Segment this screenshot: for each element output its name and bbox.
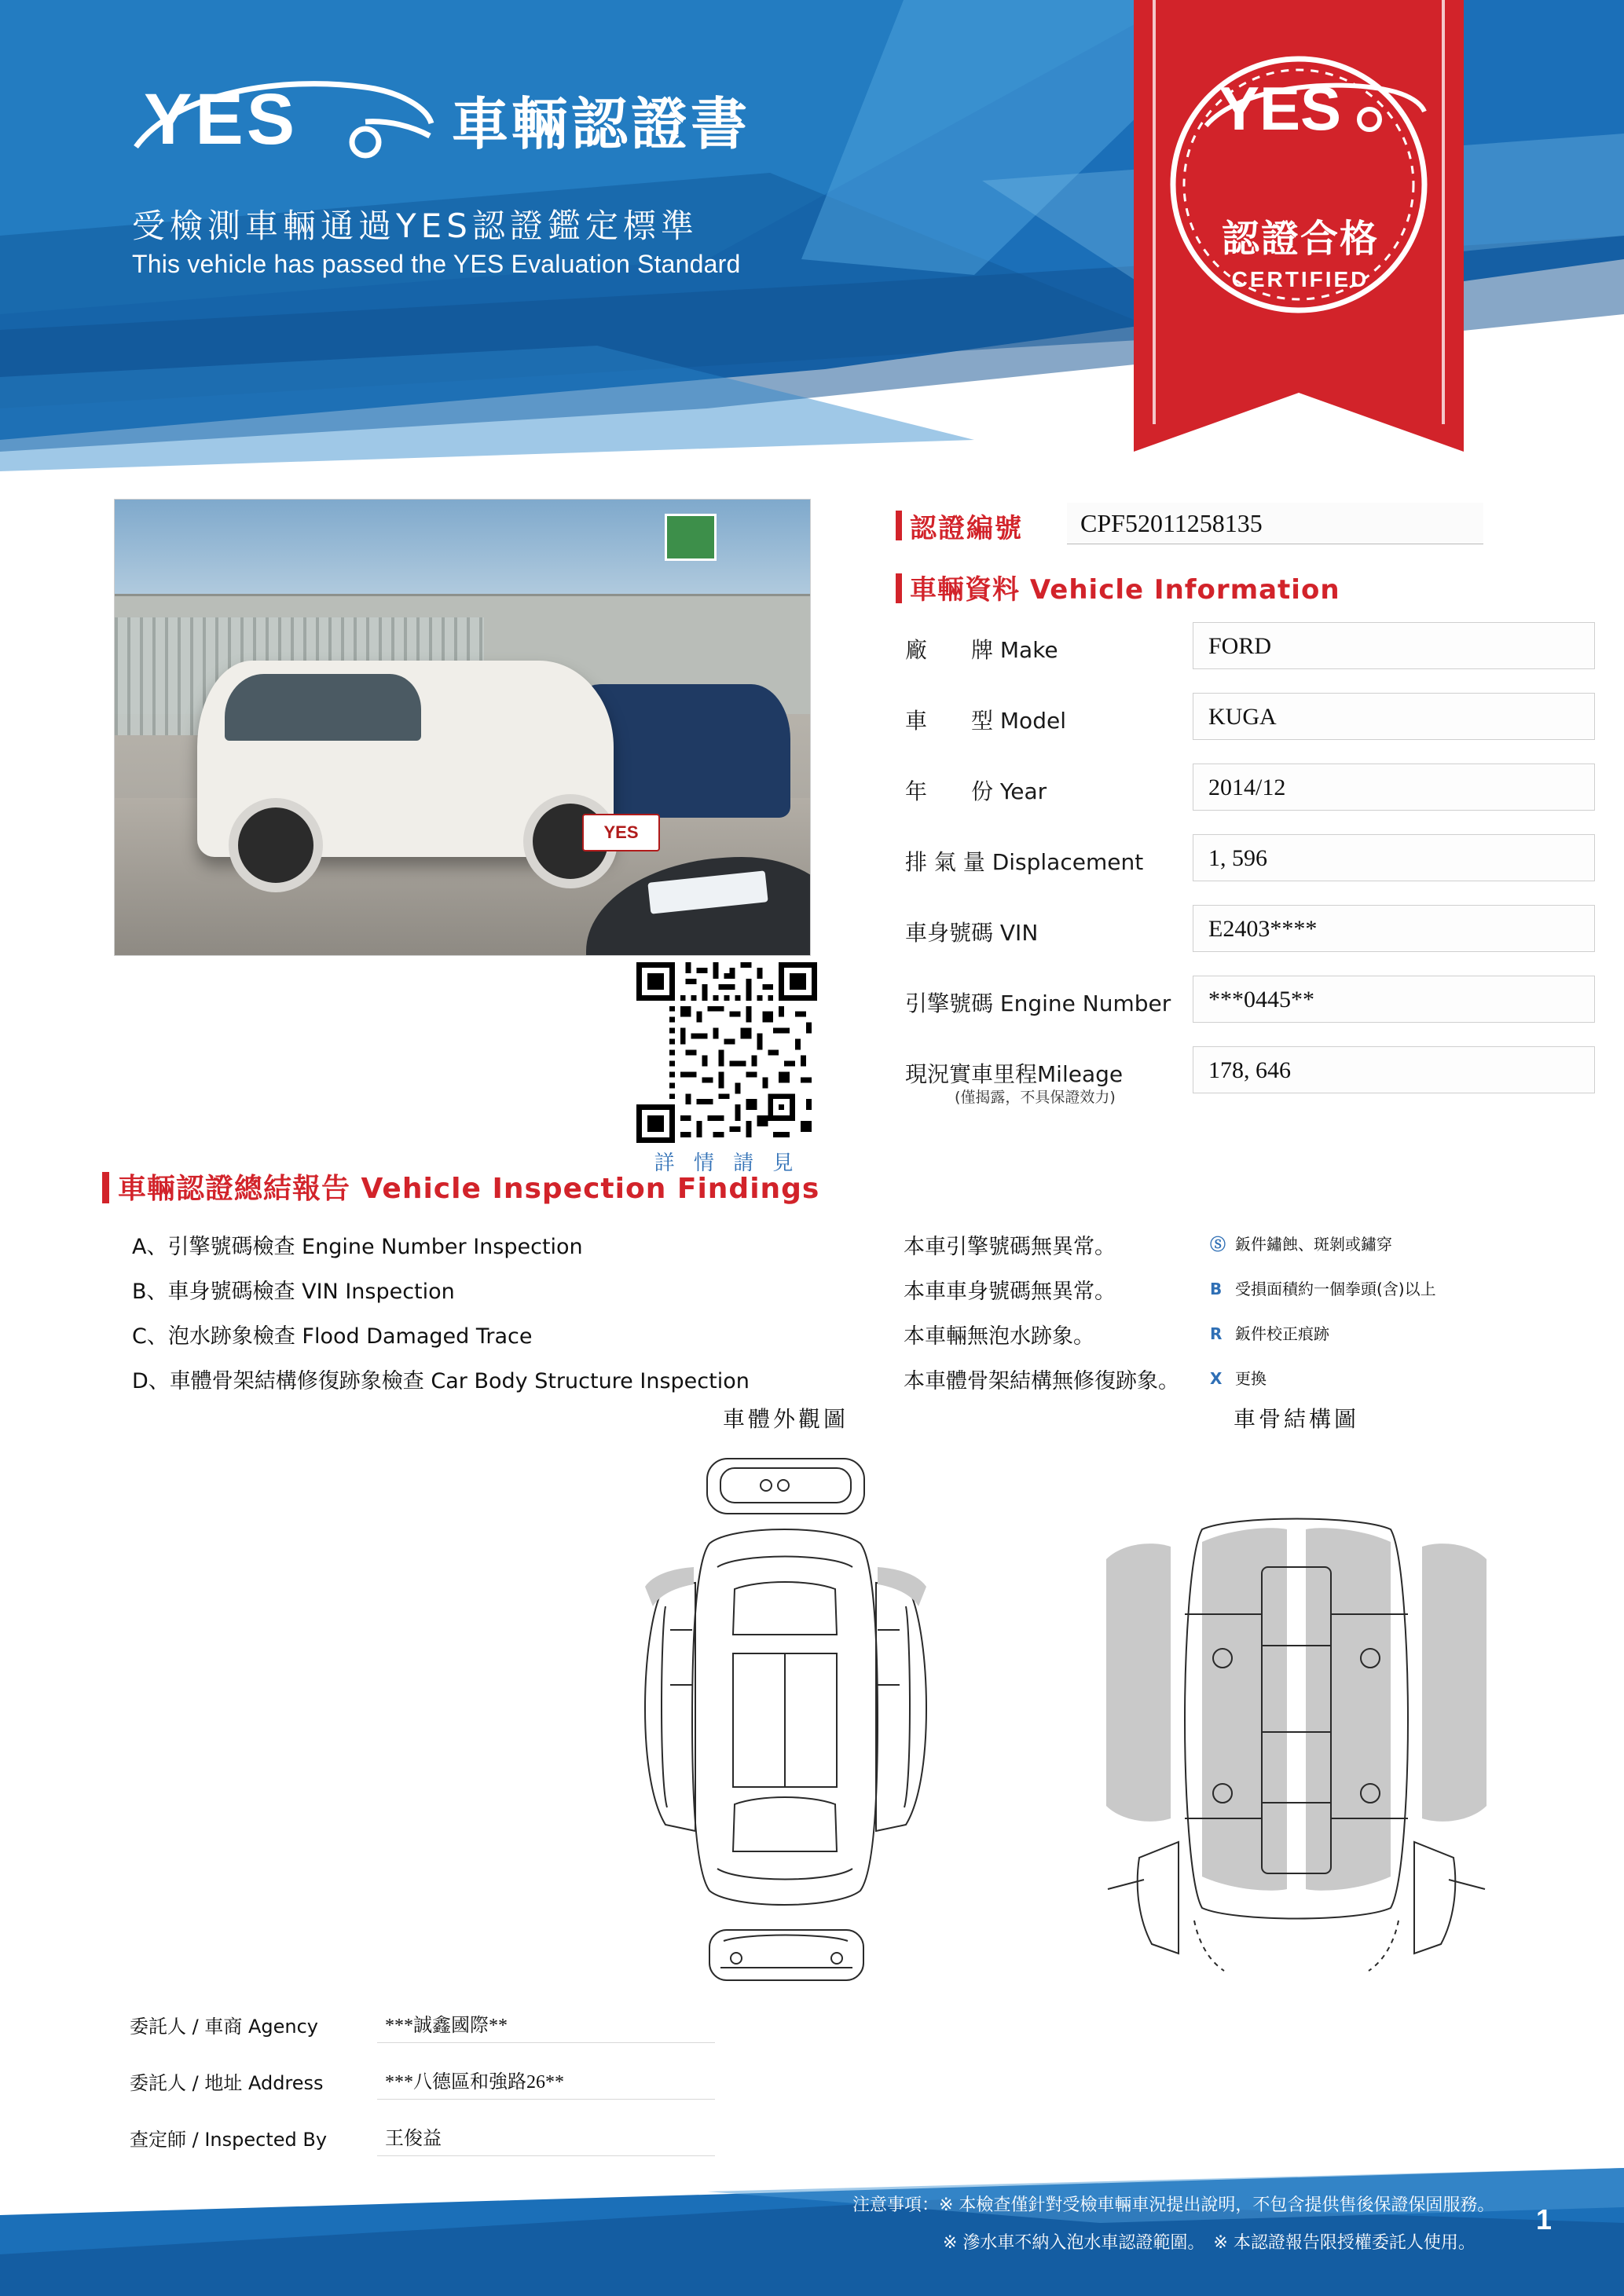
info-row-model [896,691,1483,753]
diagram-label-exterior: 車體外觀圖 [723,1406,849,1432]
legend-item-r [1210,1321,1329,1344]
finding-result-c: 本車輛無泡水跡象。 [904,1324,1094,1349]
vehicle-photo [114,499,811,956]
vehicle-info-accent-bar [896,573,902,603]
finding-result-b: 本車車身號碼無異常。 [904,1280,1116,1304]
info-row-vin [896,903,1483,965]
info-value-displacement: 1, 596 [1208,845,1267,871]
finding-item-a: A、引擎號碼檢查 Engine Number Inspection [132,1235,583,1259]
legend-symbol-b: B [1210,1280,1223,1298]
legend-symbol-s: Ⓢ [1210,1235,1226,1254]
client-label-agency: 委託人 / 車商 Agency [130,2016,318,2038]
info-key-vin: 車身號碼 VIN [905,920,1039,946]
qr-code-image[interactable] [636,962,817,1143]
info-row-make [896,621,1483,682]
finding-item-c: C、泡水跡象檢查 Flood Damaged Trace [132,1324,533,1349]
info-key-displacement: 排 氣 量 Displacement [905,849,1144,875]
photo-car-windshield [225,674,421,741]
photo-car-front-wheel [229,798,323,892]
findings-accent-bar [102,1172,109,1203]
photo-sign [665,514,717,561]
vehicle-info-title: 車輛資料 Vehicle Information [910,574,1340,606]
legend-symbol-x: X [1210,1369,1223,1388]
finding-result-a: 本車引擎號碼無異常。 [904,1235,1116,1259]
info-value-engine-number: ***0445** [1208,987,1314,1013]
footer-note-line2: ※ 滲水車不納入泡水車認證範圍。 ※ 本認證報告限授權委託人使用。 [943,2233,1476,2253]
legend-symbol-r: R [1210,1324,1223,1343]
info-note-mileage: (僅揭露，不具保證效力) [955,1089,1116,1106]
diagram-label-structure: 車骨結構圖 [1234,1406,1360,1432]
client-divider-2 [377,2099,715,2100]
info-value-vin: E2403**** [1208,916,1318,942]
info-value-make: FORD [1208,633,1272,659]
info-row-displacement [896,833,1483,894]
qr-code[interactable] [636,962,817,1143]
cert-number-label: 認證編號 [910,513,1023,544]
client-divider-1 [377,2042,715,2043]
cert-number-value: CPF52011258135 [1080,509,1263,537]
info-key-model: 車 型 Model [905,708,1066,734]
document-subtitle-en: This vehicle has passed the YES Evaluation Standard [132,250,741,278]
finding-item-b: B、車身號碼檢查 VIN Inspection [132,1280,455,1304]
seal-text-cn: 認證合格 [1221,217,1379,261]
info-row-engine-number [896,974,1483,1035]
yes-logo [130,75,436,173]
document-subtitle-cn: 受檢測車輛通過YES認證鑑定標準 [132,207,698,245]
legend-text-b: 受損面積約一個拳頭(含)以上 [1235,1280,1436,1298]
vehicle-exterior-diagram [577,1449,994,1991]
cert-label-accent-bar [896,511,902,540]
legend-item-x [1210,1366,1267,1389]
findings-title: 車輛認證總結報告 Vehicle Inspection Findings [118,1173,820,1205]
qr-caption: 詳 情 請 見 [654,1152,800,1175]
vehicle-structure-diagram [1084,1449,1509,1991]
info-key-year: 年 份 Year [905,778,1047,804]
legend-item-s [1210,1232,1392,1254]
document-header [0,0,1624,471]
legend-item-b [1210,1276,1436,1299]
client-label-address: 委託人 / 地址 Address [130,2072,324,2094]
seal-text-en: CERTIFIED [1231,267,1369,291]
info-value-model: KUGA [1208,704,1277,730]
footer-note-line1: 注意事項：※ 本檢查僅針對受檢車輛車況提出說明，不包含提供售後保證保固服務。 [852,2195,1495,2215]
info-key-engine-number: 引擎號碼 Engine Number [905,991,1171,1016]
client-value-address: ***八德區和強路26** [385,2072,564,2093]
client-value-agency: ***誠鑫國際** [385,2016,508,2036]
client-label-inspector: 查定師 / Inspected By [130,2129,328,2151]
info-row-year [896,762,1483,823]
page-number: 1 [1536,2203,1553,2236]
finding-item-d: D、車體骨架結構修復跡象檢查 Car Body Structure Inspection [132,1369,750,1393]
svg-text:YES: YES [144,79,299,159]
info-value-mileage: 178, 646 [1208,1057,1291,1083]
info-value-year: 2014/12 [1208,774,1286,800]
svg-text:YES: YES [1219,74,1342,143]
legend-text-r: 鈑件校正痕跡 [1235,1324,1329,1343]
client-divider-3 [377,2155,715,2156]
info-key-make: 廠 牌 Make [905,637,1058,663]
info-key-mileage: 現況實車里程Mileage [905,1061,1124,1087]
finding-result-d: 本車體骨架結構無修復跡象。 [904,1369,1179,1393]
photo-license-plate: YES [582,814,660,851]
document-title-cn: 車輛認證書 [452,91,751,157]
legend-text-s: 鈑件鏽蝕、斑剝或鏽穿 [1235,1235,1392,1254]
client-value-inspector: 王俊益 [385,2129,442,2149]
legend-text-x: 更換 [1235,1369,1267,1388]
info-row-mileage [896,1045,1483,1106]
